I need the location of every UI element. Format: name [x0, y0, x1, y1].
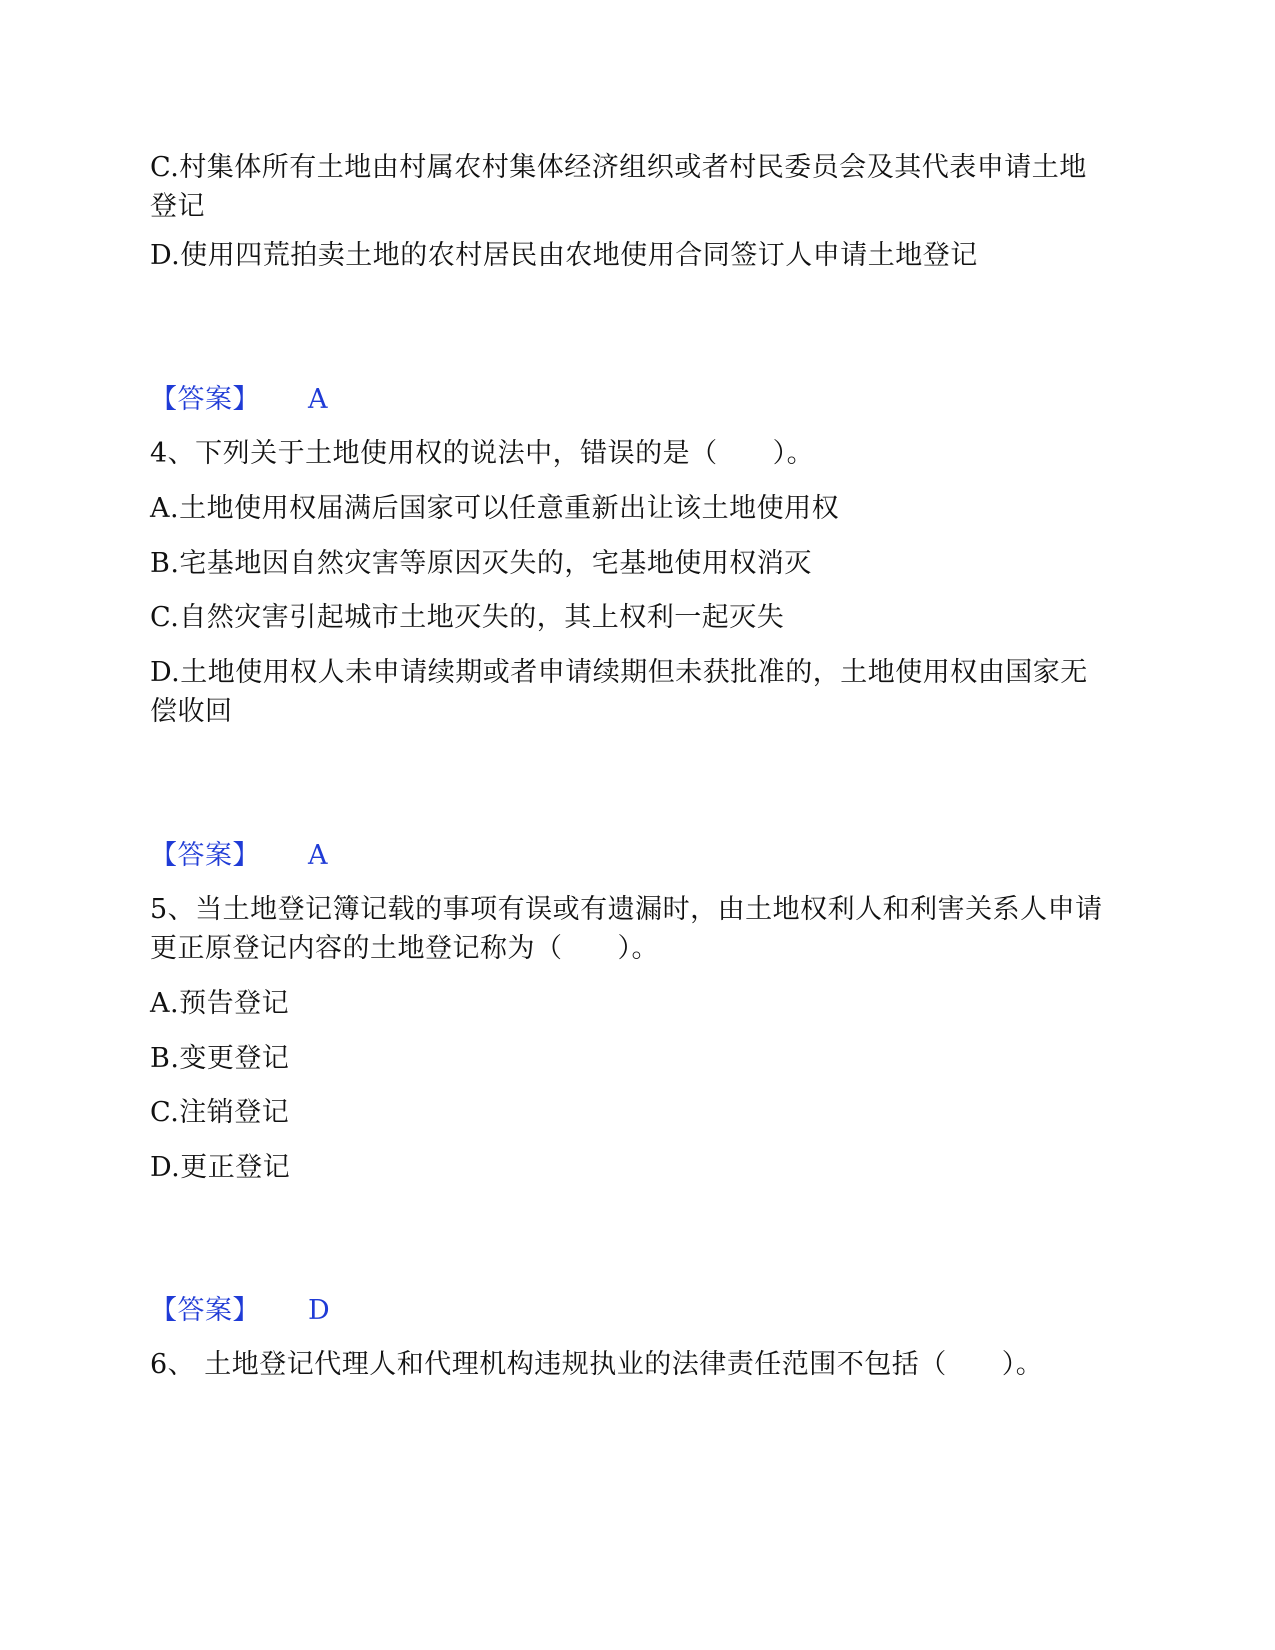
- q5-option-d: D.更正登记: [150, 1152, 291, 1183]
- answer-letter: A: [308, 840, 328, 871]
- q4-option-c: C.自然灾害引起城市土地灭失的，其上权利一起灭失: [150, 602, 785, 633]
- answer-label: 【答案】: [150, 1295, 260, 1326]
- q5-option-b: B.变更登记: [150, 1043, 290, 1074]
- q3-option-c: C.村集体所有土地由村属农村集体经济组织或者村民委员会及其代表申请土地登记: [150, 152, 1087, 222]
- q5-answer: [150, 1291, 1110, 1330]
- q6-stem: 6、 土地登记代理人和代理机构违规执业的法律责任范围不包括（ ）。: [150, 1349, 1044, 1380]
- answer-letter: D: [308, 1295, 331, 1326]
- q4-option-a: A.土地使用权届满后国家可以任意重新出让该土地使用权: [150, 493, 840, 524]
- q4-answer: [150, 836, 1110, 875]
- answer-letter: A: [308, 384, 328, 415]
- q3-option-d: D.使用四荒拍卖土地的农村居民由农地使用合同签订人申请土地登记: [150, 240, 978, 271]
- answer-label: 【答案】: [150, 840, 260, 871]
- q4-option-d: D.土地使用权人未申请续期或者申请续期但未获批准的，土地使用权由国家无偿收回: [150, 657, 1088, 727]
- q5-option-a: A.预告登记: [150, 988, 290, 1019]
- q3-answer: [150, 380, 1110, 419]
- answer-label: 【答案】: [150, 384, 260, 415]
- q4-option-b: B.宅基地因自然灾害等原因灭失的，宅基地使用权消灭: [150, 548, 812, 579]
- q5-stem: 5、当土地登记簿记载的事项有误或有遗漏时，由土地权利人和利害关系人申请更正原登记内容的土地登记称为（ ）。: [150, 894, 1103, 964]
- q5-option-c: C.注销登记: [150, 1097, 290, 1128]
- q4-stem: 4、下列关于土地使用权的说法中，错误的是（ ）。: [150, 438, 815, 469]
